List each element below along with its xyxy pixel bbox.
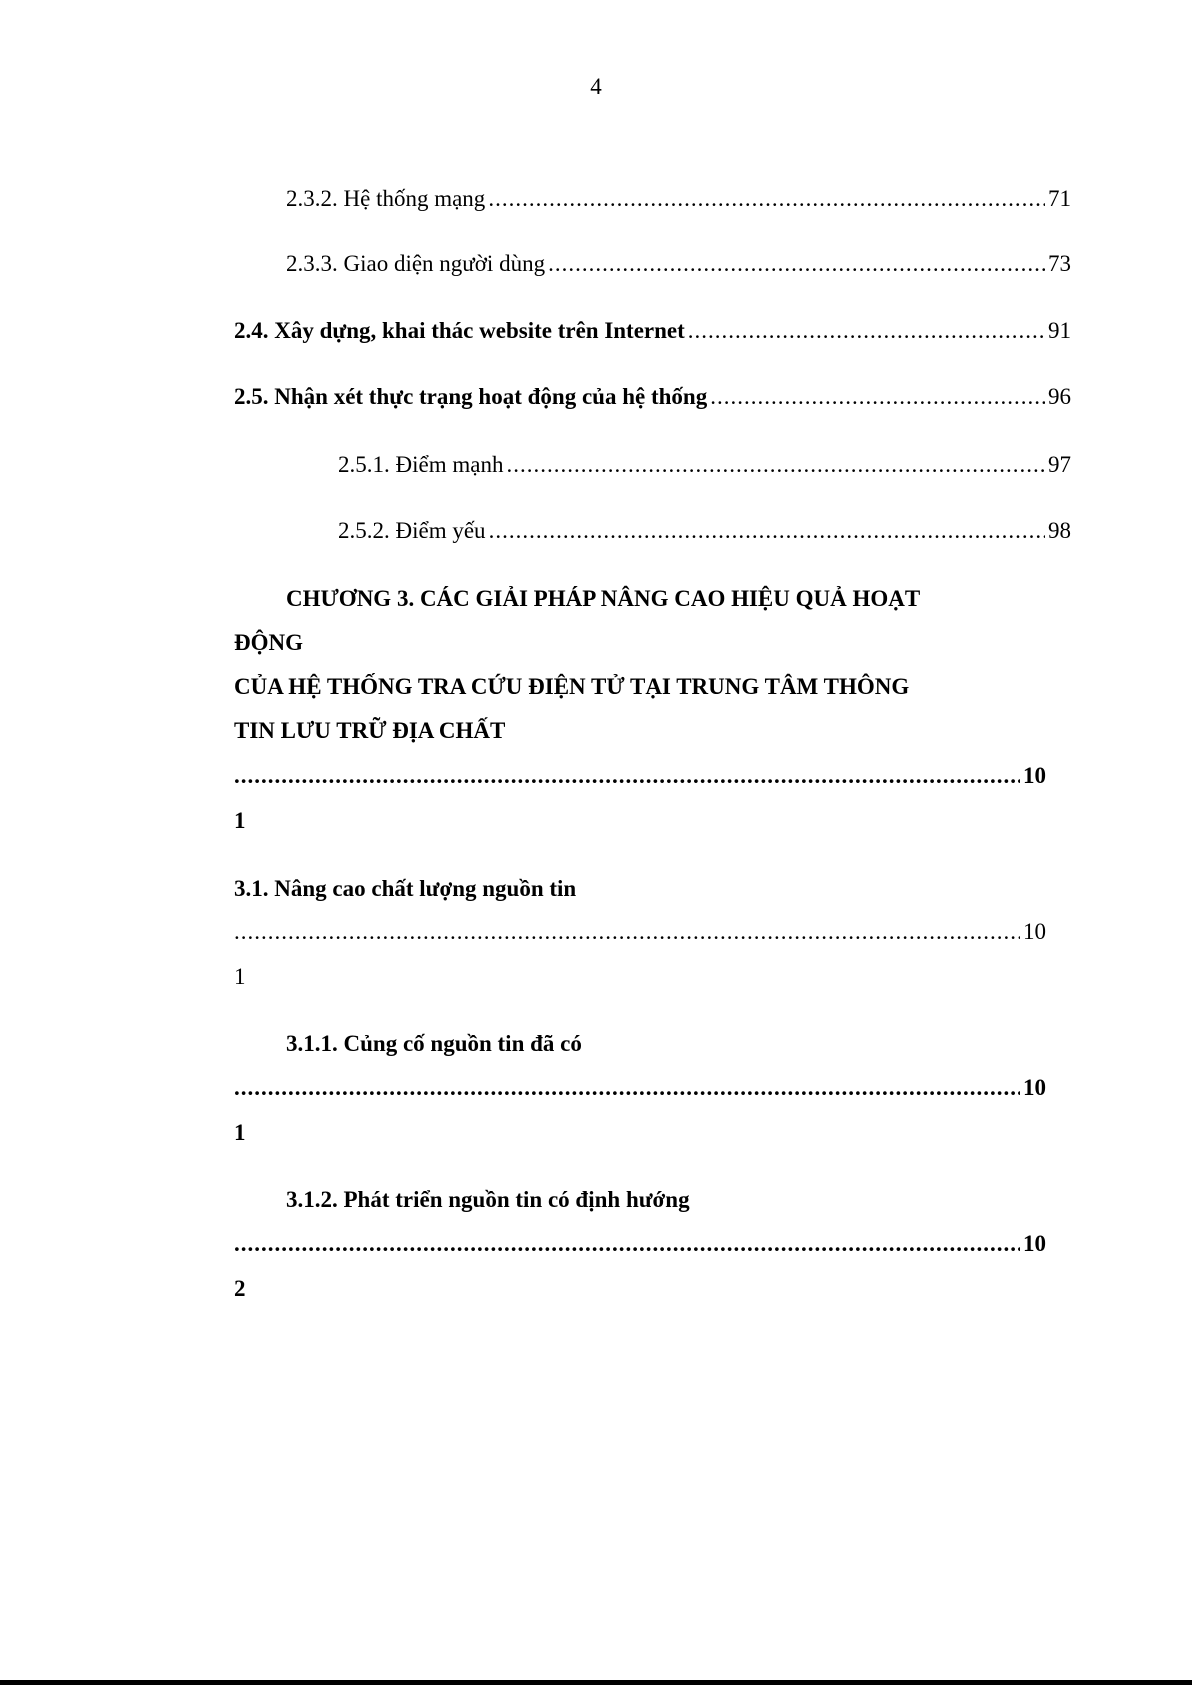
- dot-leader: [234, 761, 1020, 791]
- toc-leader-row: [234, 917, 1046, 947]
- toc-entry-title: 2.3.2. Hệ thống mạng: [286, 186, 486, 211]
- toc-entry-title[interactable]: 3.1. Nâng cao chất lượng nguồn tin: [234, 876, 577, 901]
- toc-entry-page: 10: [1023, 763, 1046, 788]
- toc-entry-page: 10: [1023, 1075, 1046, 1100]
- toc-leader-row: [234, 1229, 1046, 1259]
- toc-entry-page: 71: [1048, 186, 1071, 211]
- toc-entry-title[interactable]: 3.1.1. Củng cố nguồn tin đã có: [286, 1031, 582, 1056]
- toc-entry[interactable]: [338, 450, 1071, 480]
- dot-leader: [548, 249, 1045, 279]
- toc-entry-title: 2.3.3. Giao diện người dùng: [286, 251, 546, 276]
- toc-entry-page-wrap: 2: [234, 1276, 246, 1301]
- dot-leader: [710, 382, 1045, 412]
- dot-leader: [488, 184, 1045, 214]
- toc-entry[interactable]: [338, 516, 1071, 546]
- chapter-heading-line: ĐỘNG: [234, 630, 303, 655]
- toc-entry-title: 2.5.1. Điểm mạnh: [338, 452, 504, 477]
- toc-entry[interactable]: [286, 249, 1071, 279]
- toc-entry-page: 73: [1048, 251, 1071, 276]
- toc-leader-row: [234, 1073, 1046, 1103]
- dot-leader: [234, 1229, 1020, 1259]
- toc-entry-title[interactable]: 3.1.2. Phát triển nguồn tin có định hướng: [286, 1187, 690, 1212]
- dot-leader: [688, 316, 1045, 346]
- toc-entry-page-wrap: 1: [234, 808, 246, 833]
- toc-entry-page: 91: [1048, 318, 1071, 343]
- toc-entry[interactable]: [234, 382, 1071, 412]
- toc-entry-page: 10: [1023, 1231, 1046, 1256]
- toc-entry-page-wrap: 1: [234, 964, 246, 989]
- toc-entry-page: 98: [1048, 518, 1071, 543]
- page-number: 4: [590, 74, 602, 99]
- dot-leader: [489, 516, 1045, 546]
- toc-entry-title: 2.4. Xây dựng, khai thác website trên Internet: [234, 318, 685, 343]
- dot-leader: [506, 450, 1045, 480]
- toc-entry-page: 97: [1048, 452, 1071, 477]
- toc-entry-page: 96: [1048, 384, 1071, 409]
- chapter-heading-line: TIN LƯU TRỮ ĐỊA CHẤT: [234, 718, 506, 743]
- dot-leader: [234, 1073, 1020, 1103]
- chapter-heading-line[interactable]: CHƯƠNG 3. CÁC GIẢI PHÁP NÂNG CAO HIỆU QUẢ HOẠT: [286, 586, 921, 611]
- dot-leader: [234, 917, 1020, 947]
- page-bottom-border: [0, 1680, 1192, 1685]
- toc-entry-title: 2.5. Nhận xét thực trạng hoạt động của hệ thống: [234, 384, 708, 409]
- toc-entry-title: 2.5.2. Điểm yếu: [338, 518, 486, 543]
- toc-entry[interactable]: [234, 316, 1071, 346]
- toc-entry-page: 10: [1023, 919, 1046, 944]
- toc-entry[interactable]: [286, 184, 1071, 214]
- toc-leader-row: [234, 761, 1046, 791]
- chapter-heading-line: CỦA HỆ THỐNG TRA CỨU ĐIỆN TỬ TẠI TRUNG TÂM THÔNG: [234, 674, 910, 699]
- toc-entry-page-wrap: 1: [234, 1120, 246, 1145]
